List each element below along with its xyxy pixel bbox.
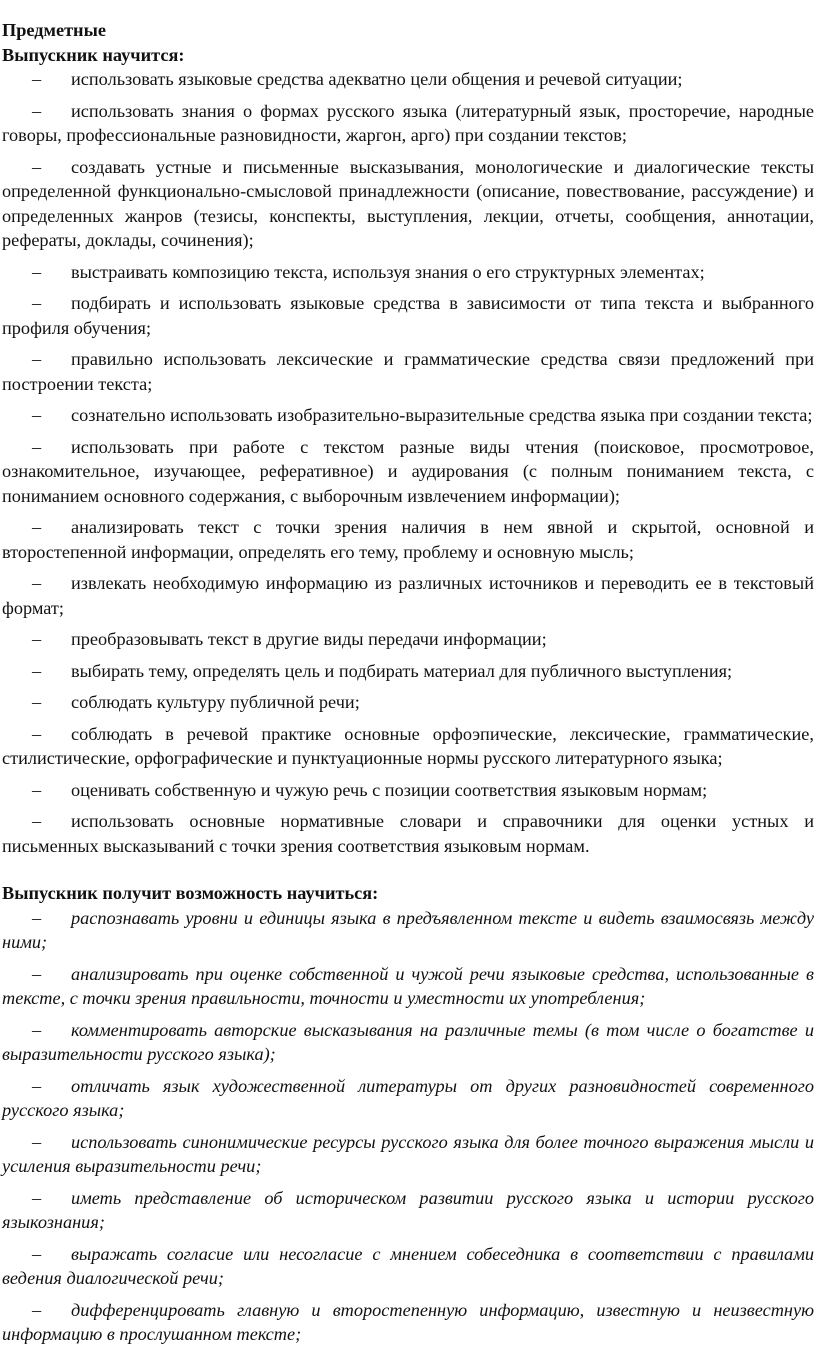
list-item [2, 403, 814, 428]
learn-list [2, 67, 814, 858]
list-item-text: сознательно использовать изобразительно-выразительные средства языка при создании текста; [71, 405, 813, 425]
dash-marker: – [32, 723, 42, 744]
list-item-text: соблюдать в речевой практике основные орфоэпические, лексические, грамматические, стилистические, орфографические и пунктуационные нормы русского литературного языка; [2, 723, 814, 768]
list-item-text: отличать язык художественной литературы от других разновидностей современного русского языка; [2, 1075, 814, 1120]
list-item-text: комментировать авторские высказывания на различные темы (в том числе о богатстве и выразительности русского языка); [2, 1019, 814, 1064]
list-item [2, 1074, 814, 1123]
list-item-text: анализировать текст с точки зрения наличия в нем явной и скрытой, основной и второстепенной информации, определять его тему, проблему и основную мысль; [2, 517, 814, 562]
list-item [2, 347, 814, 396]
list-item [2, 155, 814, 253]
list-item-text: использовать знания о формах русского языка (литературный язык, просторечие, народные говоры, профессиональные разновидности, жаргон, арго) при создании текстов; [2, 100, 814, 145]
list-item-text: создавать устные и письменные высказывания, монологические и диалогические тексты определенной функционально-смысловой принадлежности (описание, повествование, рассуждение) и определенных жанров (тезисы, конспекты, выступления, лекции, отчеты, сообщения, аннотации, рефераты, доклады, сочинения); [2, 156, 814, 250]
dash-marker: – [32, 692, 42, 712]
list-item-text: анализировать при оценке собственной и чужой речи языковые средства, использованные в тексте, с точки зрения правильности, точности и уместности их употребления; [2, 963, 814, 1008]
list-item-text: выстраивать композицию текста, используя знания о его структурных элементах; [71, 261, 705, 282]
list-item [2, 435, 814, 509]
list-item [2, 659, 814, 684]
list-item-text: правильно использовать лексические и грамматические средства связи предложений при построении текста; [2, 349, 814, 394]
dash-marker: – [32, 660, 42, 681]
list-item-text: подбирать и использовать языковые средства в зависимости от типа текста и выбранного профиля обучения; [2, 293, 814, 338]
dash-marker: – [32, 69, 42, 89]
list-item [2, 291, 814, 340]
dash-marker: – [32, 573, 42, 593]
list-item [2, 260, 814, 285]
list-item [2, 962, 814, 1011]
list-item [2, 571, 814, 620]
section-title: Предметные [2, 20, 106, 40]
list-item-text: использовать при работе с текстом разные виды чтения (поисковое, просмотровое, ознакомительное, изучающее, реферативное) и аудирования (с полным пониманием текста, с пониманием основного содержания, с выборочным извлечением информации); [2, 436, 814, 506]
dash-marker: – [32, 1019, 42, 1040]
dash-marker: – [32, 261, 42, 282]
list-item [2, 1130, 814, 1179]
dash-marker: – [32, 907, 42, 928]
list-item [2, 906, 814, 955]
list-item-text: использовать основные нормативные словари и справочники для оценки устных и письменных высказываний с точки зрения соответствия языковым нормам. [2, 811, 814, 856]
list-item [2, 778, 814, 803]
opportunity-list [2, 906, 814, 1347]
list-item [2, 1242, 814, 1291]
list-item-text: распознавать уровни и единицы языка в предъявленном тексте и видеть взаимосвязь между ними; [2, 907, 814, 952]
dash-marker: – [32, 100, 42, 121]
dash-marker: – [32, 1299, 42, 1320]
list-item-text: использовать синонимические ресурсы русского языка для более точного выражения мысли и усиления выразительности речи; [2, 1131, 814, 1176]
list-item [2, 99, 814, 148]
dash-marker: – [32, 293, 42, 313]
dash-marker: – [32, 629, 42, 649]
dash-marker: – [32, 436, 42, 457]
list-item [2, 1298, 814, 1347]
list-item [2, 722, 814, 771]
list-item-text: извлекать необходимую информацию из различных источников и переводить ее в текстовый формат; [2, 573, 814, 618]
dash-marker: – [32, 811, 42, 831]
list-item [2, 627, 814, 652]
list-item-text: соблюдать культуру публичной речи; [71, 692, 360, 712]
list-item [2, 1018, 814, 1067]
dash-marker: – [32, 349, 42, 369]
list-item-text: иметь представление об историческом развитии русского языка и истории русского языкознания; [2, 1187, 814, 1232]
section-gap [2, 865, 814, 881]
dash-marker: – [32, 779, 42, 800]
dash-marker: – [32, 1243, 42, 1264]
list-item [2, 690, 814, 715]
dash-marker: – [32, 1187, 42, 1208]
dash-marker: – [32, 963, 42, 984]
learn-heading: Выпускник научится: [2, 44, 185, 65]
dash-marker: – [32, 156, 42, 177]
list-item-text: дифференцировать главную и второстепенную информацию, известную и неизвестную информацию в прослушанном тексте; [2, 1299, 814, 1344]
list-item [2, 1186, 814, 1235]
list-item-text: оценивать собственную и чужую речь с позиции соответствия языковым нормам; [71, 779, 708, 800]
dash-marker: – [32, 1131, 42, 1152]
list-item [2, 67, 814, 92]
opportunity-heading: Выпускник получит возможность научиться: [2, 883, 379, 903]
list-item [2, 515, 814, 564]
dash-marker: – [32, 1075, 42, 1096]
list-item-text: преобразовывать текст в другие виды передачи информации; [71, 629, 547, 649]
dash-marker: – [32, 517, 42, 537]
list-item-text: выражать согласие или несогласие с мнением собеседника в соответствии с правилами ведения диалогической речи; [2, 1243, 814, 1288]
dash-marker: – [32, 405, 42, 425]
list-item [2, 809, 814, 858]
list-item-text: использовать языковые средства адекватно цели общения и речевой ситуации; [71, 69, 683, 89]
list-item-text: выбирать тему, определять цель и подбирать материал для публичного выступления; [71, 660, 733, 681]
